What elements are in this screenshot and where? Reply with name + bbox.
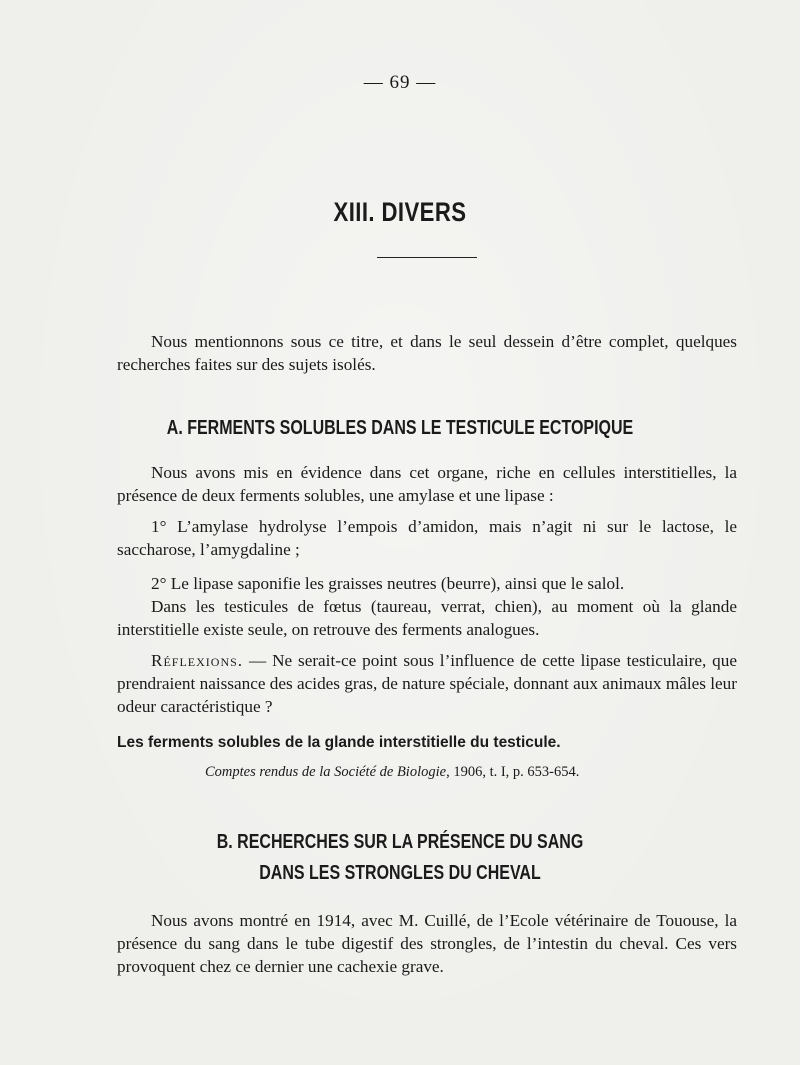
section-a-p3-text: 2° Le lipase saponifie les graisses neutres (beurre), ainsi que le salol. — [151, 574, 625, 593]
citation — [205, 762, 765, 782]
section-a-p4-text: Dans les testicules de fœtus (taureau, verrat, chien), au moment où la glande interstitielle existe seule, on retrouve des ferments analogues. — [117, 597, 737, 639]
reflexions-lead: Réflexions. — [151, 651, 244, 670]
citation-details: , 1906, t. I, p. 653-654. — [446, 764, 580, 780]
reflexions-text: — Ne serait-ce point sous l’influence de cette lipase testiculaire, que prendraient naissance des acides gras, de nature spéciale, donnant aux animaux mâles leur odeur caractéristique ? — [117, 651, 737, 716]
section-a-paragraph-4 — [117, 595, 737, 641]
page-number: — 69 — — [363, 72, 437, 93]
section-a-paragraph-1 — [117, 461, 737, 507]
section-a-p1-text: Nous avons mis en évidence dans cet organe, riche en cellules interstitielles, la présence de deux ferments solubles, une amylase et une lipase : — [117, 463, 737, 505]
section-a-heading: A. FERMENTS SOLUBLES DANS LE TESTICULE ECTOPIQUE — [166, 417, 634, 439]
intro-text: Nous mentionnons sous ce titre, et dans le seul dessein d’être complet, quelques recherches faites sur des sujets isolés. — [117, 332, 737, 374]
citation-journal: Comptes rendus de la Société de Biologie — [205, 764, 447, 780]
paper-title: Les ferments solubles de la glande interstitielle du testicule. — [117, 734, 561, 751]
section-b-paragraph-1 — [117, 909, 737, 978]
intro-paragraph — [117, 330, 737, 376]
reflexions-paragraph — [117, 649, 737, 718]
section-b-p1-text: Nous avons montré en 1914, avec M. Cuillé, de l’Ecole vétérinaire de Tououse, la présence du sang dans le tube digestif des strongles, de l’intestin du cheval. Ces vers provoquent chez ce dernier une cachexie grave. — [117, 911, 737, 976]
section-b-heading-line-2: DANS LES STRONGLES DU CHEVAL — [259, 862, 541, 884]
section-a-p2-text: 1° L’amylase hydrolyse l’empois d’amidon, mais n’agit ni sur le lactose, le saccharose, l’amygdaline ; — [117, 517, 737, 559]
chapter-title: XIII. DIVERS — [333, 197, 467, 227]
section-b-heading-line-1: B. RECHERCHES SUR LA PRÉSENCE DU SANG — [216, 831, 584, 853]
section-a-paragraph-3 — [117, 572, 737, 595]
section-a-paragraph-2 — [117, 515, 737, 561]
title-rule — [377, 257, 477, 258]
